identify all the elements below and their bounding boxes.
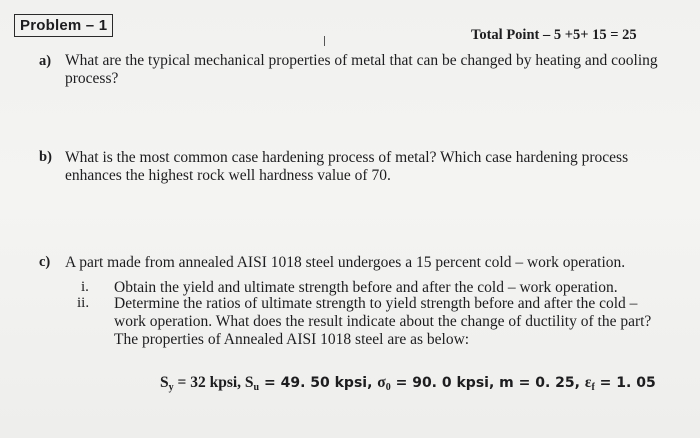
sub-item-ii-line-1: Determine the ratios of ultimate strength to yield strength before and after the cold – [114, 295, 638, 312]
question-b-line-2: enhances the highest rock well hardness value of 70. [65, 167, 391, 184]
question-b-label: b) [39, 149, 52, 165]
strain-hardening-exponent: m = 0. 25, [499, 375, 585, 391]
yield-strength-symbol: S [160, 374, 169, 391]
sub-item-ii-line-2: work operation. What does the result indicate about the change of ductility of the part? [114, 313, 652, 330]
problem-title: Problem – 1 [14, 14, 113, 37]
ultimate-strength-value: = 49. 50 kpsi, [259, 375, 378, 391]
material-properties-formula [160, 374, 656, 393]
question-a-line-2: process? [65, 70, 119, 87]
yield-strength-value: = 32 kpsi, [173, 374, 245, 391]
total-point: Total Point – 5 +5+ 15 = 25 [471, 27, 637, 43]
sub-item-ii-label: ii. [77, 295, 90, 311]
fracture-strain-subscript: f [591, 382, 595, 393]
yield-strength-subscript: y [168, 382, 174, 393]
question-b-line-1: What is the most common case hardening process of metal? Which case hardening process [65, 149, 629, 166]
strength-coefficient-symbol: σ [377, 374, 386, 391]
strength-coefficient-value: = 90. 0 kpsi, [390, 375, 500, 391]
question-a-line-1: What are the typical mechanical properties of metal that can be changed by heating and cooling [65, 52, 658, 69]
sub-item-i-text: Obtain the yield and ultimate strength before and after the cold – work operation. [114, 279, 618, 296]
fracture-strain-value: = 1. 05 [594, 375, 656, 391]
fracture-strain-symbol: ε [584, 374, 592, 391]
pen-mark [324, 36, 325, 46]
question-c-label: c) [39, 254, 51, 270]
sub-item-i-label: i. [81, 279, 89, 295]
sub-item-ii-line-3: The properties of Annealed AISI 1018 steel are as below: [114, 331, 470, 348]
ultimate-strength-subscript: u [253, 382, 260, 393]
ultimate-strength-symbol: S [244, 374, 254, 391]
question-a-label: a) [39, 53, 52, 69]
strength-coefficient-subscript: 0 [385, 382, 391, 393]
question-c-line-1: A part made from annealed AISI 1018 steel undergoes a 15 percent cold – work operation. [65, 254, 626, 271]
